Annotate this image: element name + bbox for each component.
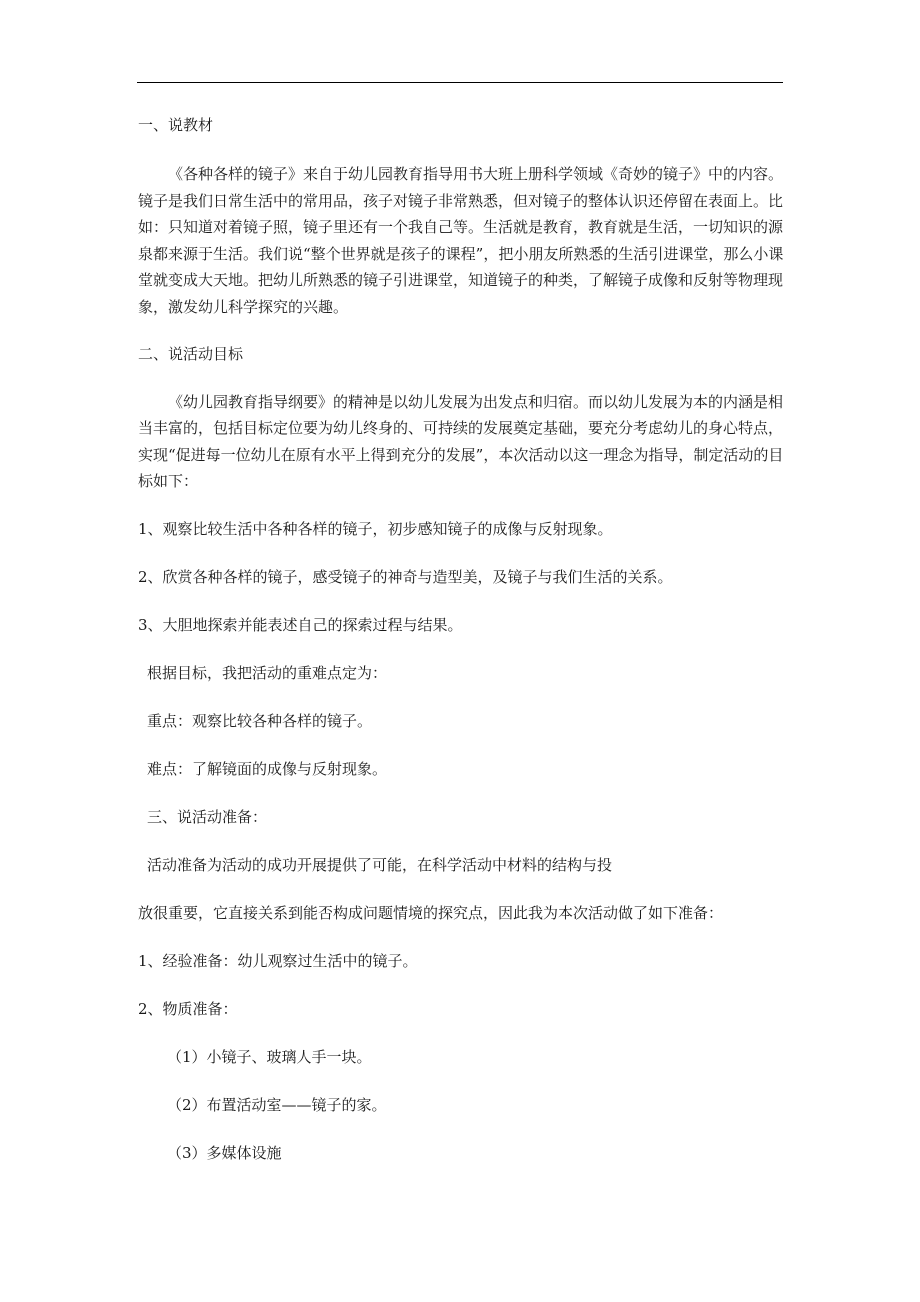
goal-item: 1、观察比较生活中各种各样的镜子，初步感知镜子的成像与反射现象。 (138, 519, 613, 538)
prep-line-1: 活动准备为活动的成功开展提供了可能，在科学活动中材料的结构与投 (147, 855, 613, 874)
key-point: 重点：观察比较各种各样的镜子。 (147, 711, 373, 730)
section2-heading: 二、说活动目标 (138, 344, 244, 363)
goal-item: 2、欣赏各种各样的镜子，感受镜子的神奇与造型美，及镜子与我们生活的关系。 (138, 567, 673, 586)
difficult-point: 难点：了解镜面的成像与反射现象。 (147, 759, 388, 778)
section1-heading: 一、说教材 (138, 116, 214, 134)
prep-material-heading: 2、物质准备： (138, 999, 238, 1018)
material-item: （2）布置活动室——镜子的家。 (167, 1095, 387, 1114)
focus-intro: 根据目标，我把活动的重难点定为： (147, 663, 388, 682)
section1-paragraph: 《各种各样的镜子》来自于幼儿园教育指导用书大班上册科学领域《奇妙的镜子》中的内容。镜子是我们日常生活中的常用品，孩子对镜子非常熟悉，但对镜子的整体认识还停留在表面上。比如：只知道对着镜子照，镜子里还有一个我自己等。生活就是教育，教育就是生活，一切知识的源泉都来源于生活。我们说“整个世界就是孩子的课程”，把小朋友所熟悉的生活引进课堂，那么小课堂就变成大天地。把幼儿所熟悉的镜子引进课堂，知道镜子的种类，了解镜子成像和反射等物理现象，激发幼儿科学探究的兴趣。 (138, 165, 784, 316)
prep-experience: 1、经验准备：幼儿观察过生活中的镜子。 (138, 951, 418, 970)
goal-item: 3、大胆地探索并能表述自己的探索过程与结果。 (138, 615, 463, 634)
header-rule (137, 82, 783, 83)
prep-line-2: 放很重要，它直接关系到能否构成问题情境的探究点，因此我为本次活动做了如下准备： (138, 903, 724, 922)
material-item: （3）多媒体设施 (167, 1143, 282, 1162)
section3-heading: 三、说活动准备： (147, 807, 268, 826)
document-body (138, 112, 784, 1167)
material-item: （1）小镜子、玻璃人手一块。 (167, 1047, 372, 1066)
section2-paragraph: 《幼儿园教育指导纲要》的精神是以幼儿发展为出发点和归宿。而以幼儿发展为本的内涵是相当丰富的，包括目标定位要为幼儿终身的、可持续的发展奠定基础，要充分考虑幼儿的身心特点，实现“促进每一位幼儿在原有水平上得到充分的发展”，本次活动以这一理念为指导，制定活动的目标如下： (138, 392, 784, 491)
